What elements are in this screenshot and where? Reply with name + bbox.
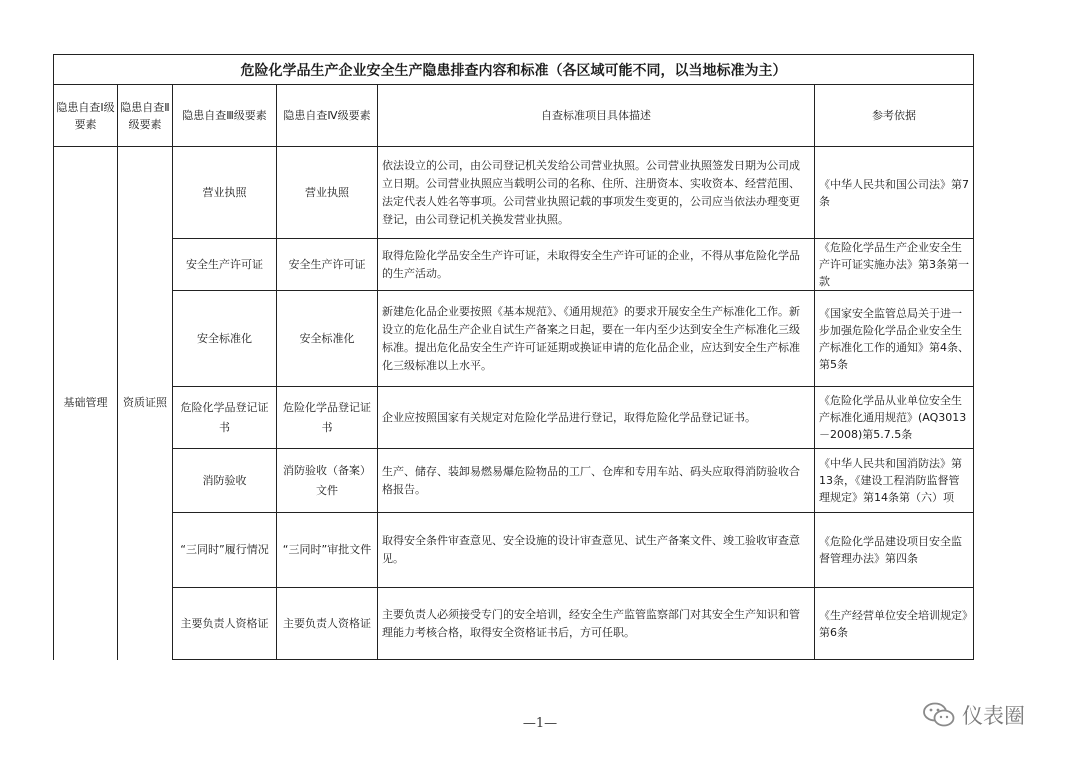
header-description: 自查标准项目具体描述	[378, 85, 815, 147]
level4-cell: 危险化学品登记证书	[277, 387, 378, 449]
reference-cell: 《危险化学品从业单位安全生产标准化通用规范》(AQ3013－2008)第5.7.5条	[815, 387, 974, 449]
reference-cell: 《中华人民共和国公司法》第7条	[815, 147, 974, 239]
header-level2: 隐患自查Ⅱ级要素	[118, 85, 173, 147]
description-cell: 取得安全条件审查意见、安全设施的设计审查意见、试生产备案文件、竣工验收审查意见。	[378, 513, 815, 588]
header-reference: 参考依据	[815, 85, 974, 147]
description-cell: 主要负责人必须接受专门的安全培训，经安全生产监管监察部门对其安全生产知识和管理能力考核合格，取得安全资格证书后，方可任职。	[378, 588, 815, 660]
table-row	[54, 449, 974, 513]
level3-cell: 主要负责人资格证	[173, 588, 277, 660]
table-row	[54, 239, 974, 291]
level3-cell: “三同时”履行情况	[173, 513, 277, 588]
header-level1: 隐患自查Ⅰ级要素	[54, 85, 118, 147]
level2-cell: 资质证照	[118, 147, 173, 660]
level4-cell: 消防验收（备案）文件	[277, 449, 378, 513]
header-level3: 隐患自查Ⅲ级要素	[173, 85, 277, 147]
description-cell: 生产、储存、装卸易燃易爆危险物品的工厂、仓库和专用车站、码头应取得消防验收合格报告。	[378, 449, 815, 513]
table-row	[54, 147, 974, 239]
table-row	[54, 291, 974, 387]
level4-cell: 主要负责人资格证	[277, 588, 378, 660]
description-cell: 新建危化品企业要按照《基本规范》、《通用规范》的要求开展安全生产标准化工作。新设立的危化品生产企业自试生产备案之日起，要在一年内至少达到安全生产标准化三级标准。提出危化品安全生产许可证延期或换证申请的危化品企业，应达到安全生产标准化三级标准以上水平。	[378, 291, 815, 387]
table-row	[54, 513, 974, 588]
level3-cell: 危险化学品登记证书	[173, 387, 277, 449]
wechat-icon	[922, 701, 956, 729]
table-title: 危险化学品生产企业安全生产隐患排查内容和标准（各区域可能不同，以当地标准为主）	[54, 55, 974, 85]
level4-cell: 安全标准化	[277, 291, 378, 387]
level3-cell: 安全标准化	[173, 291, 277, 387]
level4-cell: 营业执照	[277, 147, 378, 239]
table-row	[54, 588, 974, 660]
level3-cell: 营业执照	[173, 147, 277, 239]
reference-cell: 《生产经营单位安全培训规定》第6条	[815, 588, 974, 660]
hazard-inspection-table	[53, 54, 974, 660]
description-cell: 依法设立的公司，由公司登记机关发给公司营业执照。公司营业执照签发日期为公司成立日期。公司营业执照应当载明公司的名称、住所、注册资本、实收资本、经营范围、法定代表人姓名等事项。公司营业执照记载的事项发生变更的，公司应当依法办理变更登记，由公司登记机关换发营业执照。	[378, 147, 815, 239]
level3-cell: 消防验收	[173, 449, 277, 513]
reference-cell: 《危险化学品建设项目安全监督管理办法》第四条	[815, 513, 974, 588]
level4-cell: 安全生产许可证	[277, 239, 378, 291]
level1-cell: 基础管理	[54, 147, 118, 660]
reference-cell: 《国家安全监管总局关于进一步加强危险化学品企业安全生产标准化工作的通知》第4条、第5条	[815, 291, 974, 387]
watermark	[922, 700, 1025, 730]
watermark-text: 仪表圈	[962, 704, 1025, 728]
page-number: —1—	[522, 716, 558, 731]
description-cell: 取得危险化学品安全生产许可证，未取得安全生产许可证的企业，不得从事危险化学品的生产活动。	[378, 239, 815, 291]
reference-cell: 《中华人民共和国消防法》第13条，《建设工程消防监督管理规定》第14条第（六）项	[815, 449, 974, 513]
level4-cell: “三同时”审批文件	[277, 513, 378, 588]
description-cell: 企业应按照国家有关规定对危险化学品进行登记，取得危险化学品登记证书。	[378, 387, 815, 449]
reference-cell: 《危险化学品生产企业安全生产许可证实施办法》第3条第一款	[815, 239, 974, 291]
level3-cell: 安全生产许可证	[173, 239, 277, 291]
header-level4: 隐患自查Ⅳ级要素	[277, 85, 378, 147]
table-row	[54, 387, 974, 449]
